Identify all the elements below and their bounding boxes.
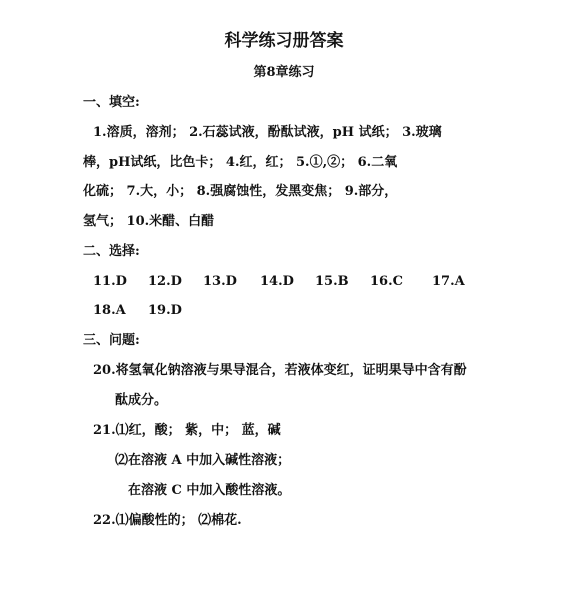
question-21-line-1: 21.⑴红，酸； 紫，中； 蓝，碱: [93, 423, 281, 438]
fill-line-4: 氢气； 10.米醋、白醋: [83, 214, 215, 229]
choice-answer: 14.D: [260, 274, 294, 289]
question-21-line-3: 在溶液 C 中加入酸性溶液。: [128, 483, 291, 498]
section-choice-heading: 二、选择:: [83, 244, 140, 259]
choice-answer: 12.D: [148, 274, 182, 289]
choice-answer: 16.C: [370, 274, 403, 289]
choice-answer: 11.D: [93, 274, 127, 289]
fill-line-3: 化硫； 7.大，小； 8.强腐蚀性，发黑变焦； 9.部分，: [83, 184, 398, 199]
question-20-line-2: 酞成分。: [115, 393, 168, 408]
choice-row-2: [0, 303, 568, 319]
question-20-line-1: 20.将氢氧化钠溶液与果导混合，若液体变红，证明果导中含有酚: [93, 363, 467, 378]
fill-line-2: 棒，pH试纸，比色卡； 4.红，红； 5.①,②； 6.二氧: [83, 155, 398, 170]
question-22: 22.⑴偏酸性的； ⑵棉花.: [93, 513, 242, 528]
choice-answer: 13.D: [203, 274, 237, 289]
choice-answer: 17.A: [432, 274, 465, 289]
choice-answer: 19.D: [148, 303, 182, 318]
chapter-subtitle: 第8章练习: [253, 65, 315, 80]
section-fill-heading: 一、填空:: [83, 95, 140, 110]
choice-row-1: [0, 274, 568, 290]
fill-line-1: 1.溶质，溶剂； 2.石蕊试液，酚酞试液，pH 试纸； 3.玻璃: [93, 125, 442, 140]
choice-answer: 18.A: [93, 303, 126, 318]
question-21-line-2: ⑵在溶液 A 中加入碱性溶液；: [115, 453, 291, 468]
page-title: 科学练习册答案: [224, 31, 344, 51]
section-questions-heading: 三、问题:: [83, 333, 140, 348]
choice-answer: 15.B: [315, 274, 349, 289]
